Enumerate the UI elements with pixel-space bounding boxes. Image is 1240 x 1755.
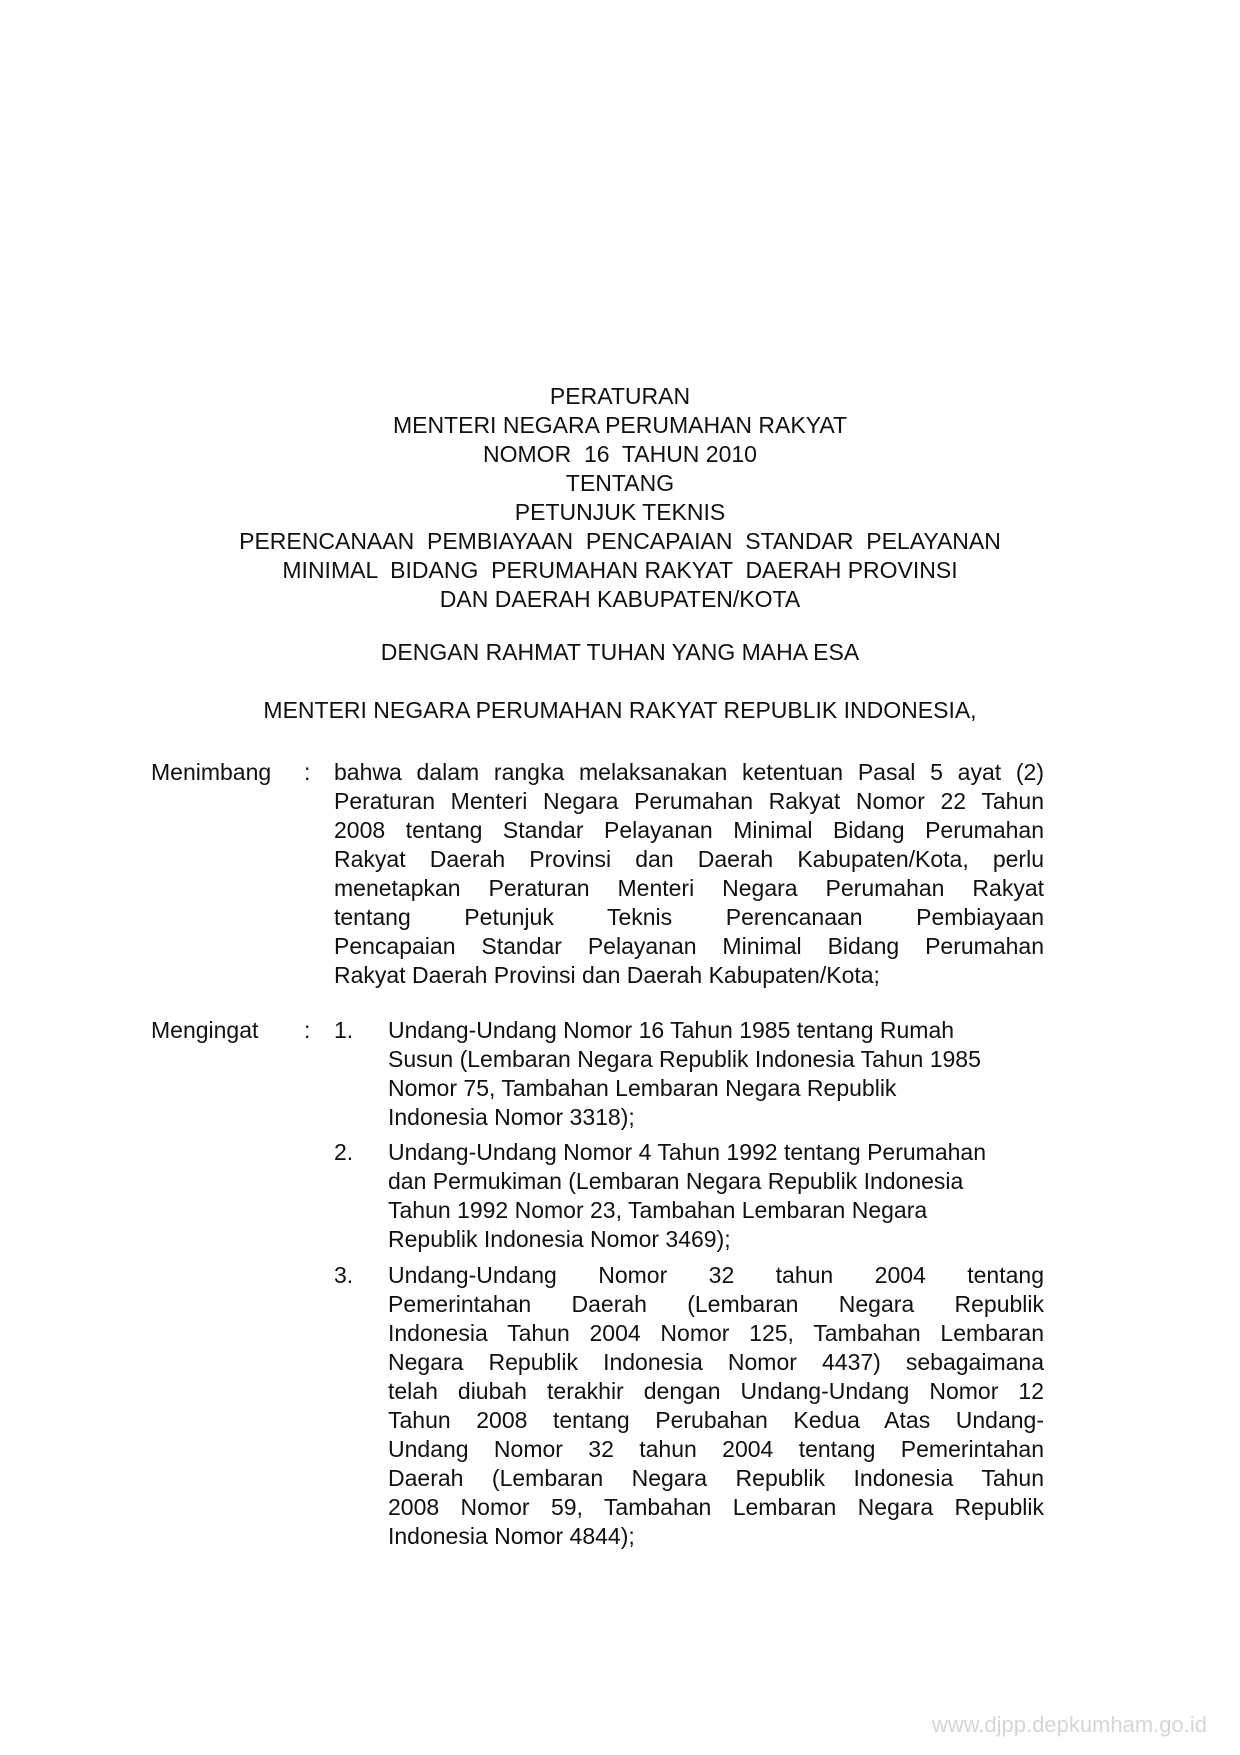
item-line: Indonesia Nomor 4844);: [388, 1523, 635, 1549]
item-line: Undang-Undang Nomor 16 Tahun 1985 tentang Rumah: [388, 1017, 955, 1043]
menimbang-text: [334, 758, 1044, 990]
title-line: MENTERI NEGARA PERUMAHAN RAKYAT: [392, 412, 848, 438]
item-line: dan Permukiman (Lembaran Negara Republik Indonesia: [388, 1168, 964, 1194]
item-line: telah diubah terakhir dengan Undang-Undang Nomor 12: [388, 1378, 1044, 1404]
mengingat-item-1: [388, 1016, 1044, 1132]
paragraph-line: 2008 tentang Standar Pelayanan Minimal Bidang Perumahan: [334, 817, 1044, 843]
mengingat-label: Mengingat: [151, 1017, 259, 1043]
title-line: PETUNJUK TEKNIS: [514, 499, 726, 525]
item-line: Tahun 1992 Nomor 23, Tambahan Lembaran Negara: [388, 1197, 928, 1223]
watermark-text: www.djpp.depkumham.go.id: [931, 1712, 1207, 1737]
item-line: Undang Nomor 32 tahun 2004 tentang Pemerintahan: [388, 1436, 1044, 1462]
paragraph-line: Peraturan Menteri Negara Perumahan Rakyat Nomor 22 Tahun: [334, 788, 1044, 814]
title-line: PERATURAN: [549, 383, 691, 409]
title-line: DAN DAERAH KABUPATEN/KOTA: [439, 586, 801, 612]
item-line: Tahun 2008 tentang Perubahan Kedua Atas Undang-: [388, 1407, 1044, 1433]
item-line: Republik Indonesia Nomor 3469);: [388, 1226, 731, 1252]
item-line: Negara Republik Indonesia Nomor 4437) sebagaimana: [388, 1349, 1044, 1375]
menimbang-colon: :: [304, 759, 311, 785]
title-line: MINIMAL BIDANG PERUMAHAN RAKYAT DAERAH PROVINSI: [282, 557, 958, 583]
mengingat-item-2: [388, 1138, 1044, 1254]
item-number: 1.: [334, 1017, 354, 1043]
paragraph-line: Rakyat Daerah Provinsi dan Daerah Kabupaten/Kota, perlu: [334, 846, 1044, 872]
paragraph-line: bahwa dalam rangka melaksanakan ketentuan Pasal 5 ayat (2): [334, 759, 1044, 785]
paragraph-line: Pencapaian Standar Pelayanan Minimal Bidang Perumahan: [334, 933, 1044, 959]
mengingat-item-3: [388, 1261, 1044, 1551]
item-line: Nomor 75, Tambahan Lembaran Negara Republik: [388, 1075, 897, 1101]
title-line: PERENCANAAN PEMBIAYAAN PENCAPAIAN STANDAR PELAYANAN: [239, 528, 1001, 554]
item-line: Undang-Undang Nomor 32 tahun 2004 tentang: [388, 1262, 1044, 1288]
item-line: Undang-Undang Nomor 4 Tahun 1992 tentang Perumahan: [388, 1139, 986, 1165]
item-line: Indonesia Tahun 2004 Nomor 125, Tambahan Lembaran: [388, 1320, 1044, 1346]
paragraph-line: Rakyat Daerah Provinsi dan Daerah Kabupaten/Kota;: [334, 962, 880, 988]
paragraph-line: menetapkan Peraturan Menteri Negara Perumahan Rakyat: [334, 875, 1044, 901]
blessing-line: DENGAN RAHMAT TUHAN YANG MAHA ESA: [380, 639, 860, 665]
item-number: 3.: [334, 1262, 354, 1288]
mengingat-colon: :: [304, 1017, 311, 1043]
item-line: Susun (Lembaran Negara Republik Indonesia Tahun 1985: [388, 1046, 981, 1072]
item-line: 2008 Nomor 59, Tambahan Lembaran Negara Republik: [388, 1494, 1044, 1520]
title-line: NOMOR 16 TAHUN 2010: [483, 441, 757, 467]
item-line: Indonesia Nomor 3318);: [388, 1104, 635, 1130]
regulation-title: [0, 382, 1240, 614]
title-line: TENTANG: [565, 470, 675, 496]
item-number: 2.: [334, 1139, 354, 1165]
item-line: Daerah (Lembaran Negara Republik Indonesia Tahun: [388, 1465, 1044, 1491]
paragraph-line: tentang Petunjuk Teknis Perencanaan Pembiayaan: [334, 904, 1044, 930]
item-line: Pemerintahan Daerah (Lembaran Negara Republik: [388, 1291, 1044, 1317]
minister-line: MENTERI NEGARA PERUMAHAN RAKYAT REPUBLIK INDONESIA,: [263, 697, 977, 723]
menimbang-label: Menimbang: [151, 759, 272, 785]
